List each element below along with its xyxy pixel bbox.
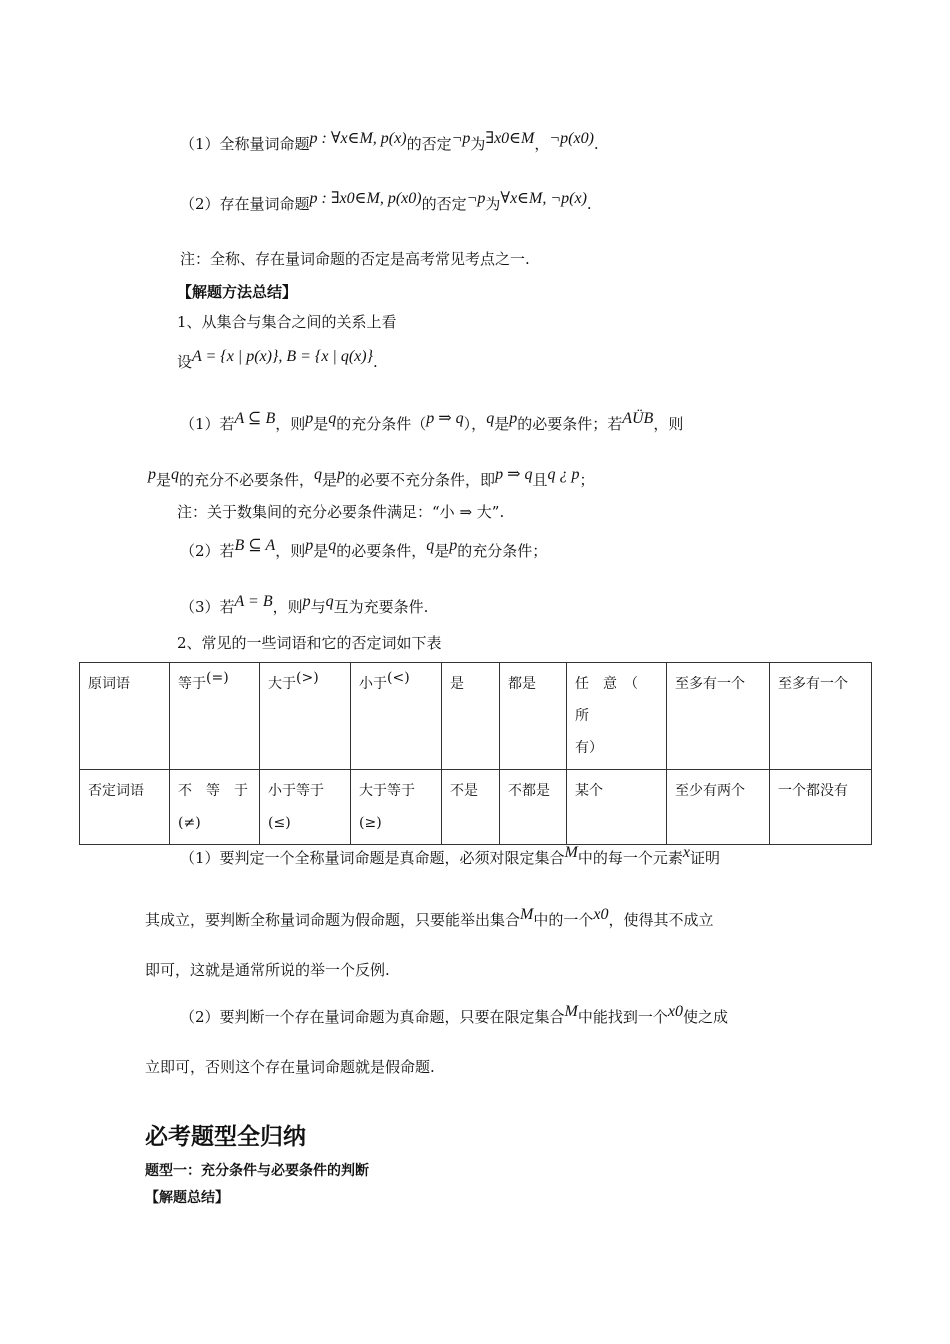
formula: p ⇒ q — [426, 410, 464, 427]
text: ； — [579, 471, 595, 489]
text: 设 — [177, 353, 193, 371]
formula: p — [305, 537, 314, 554]
formula: p — [449, 537, 458, 554]
table-cell: 至多有一个 — [770, 663, 872, 770]
note-line: 注：全称、存在量词命题的否定是高考常见考点之一. — [180, 250, 530, 268]
text: ，则 — [275, 415, 306, 433]
text: ，则 — [653, 415, 684, 433]
symbol: (≥) — [359, 815, 382, 831]
formula: M — [564, 1003, 578, 1020]
formula: p — [305, 410, 314, 427]
formula: p : ∀x∈M, p(x) — [309, 130, 407, 147]
text: （2）存在量词命题 — [180, 195, 310, 213]
text: 使之成 — [683, 1008, 729, 1026]
formula: A = {x | p(x)}, B = {x | q(x)} — [192, 348, 373, 365]
formula: p — [302, 593, 311, 610]
formula: ∀x∈M, ¬p(x) — [500, 190, 587, 207]
formula: p ⇒ q — [495, 466, 533, 483]
section-heading: 必考题型全归纳 — [145, 1124, 306, 1150]
negation-existential-line — [180, 190, 592, 215]
text: 为 — [485, 195, 501, 213]
table-cell — [260, 663, 351, 770]
text: 是 — [156, 471, 172, 489]
text: （1）若 — [180, 415, 235, 433]
condition-1-continued-line — [148, 466, 595, 491]
text: （2）若 — [180, 542, 235, 560]
table-cell — [170, 663, 260, 770]
section-1-title: 1、从集合与集合之间的关系上看 — [177, 313, 397, 331]
text: 中的一个 — [533, 911, 594, 929]
text: ）， — [463, 415, 487, 433]
text: 证明 — [690, 849, 721, 867]
question-type-title: 题型一：充分条件与必要条件的判断 — [145, 1163, 369, 1179]
text: 的充分条件（ — [336, 415, 427, 433]
negation-word-table — [79, 662, 872, 845]
table-cell — [351, 663, 442, 770]
text: ，则 — [275, 542, 306, 560]
formula: p : ∃x0∈M, p(x0) — [309, 190, 422, 207]
formula: q — [314, 466, 323, 483]
formula: AÜB — [622, 410, 654, 427]
formula: q — [426, 537, 435, 554]
symbol: (≤) — [268, 815, 291, 831]
formula: q — [325, 593, 334, 610]
text: 的必要条件；若 — [517, 415, 623, 433]
formula: M — [520, 906, 534, 923]
text: 的充分不必要条件， — [179, 471, 315, 489]
text: 是 — [313, 542, 329, 560]
formula: q — [486, 410, 495, 427]
text: （1）全称量词命题 — [180, 135, 310, 153]
symbol: (≠) — [178, 815, 201, 831]
paragraph-2-line-1 — [180, 1003, 729, 1028]
text: 的否定 — [421, 195, 467, 213]
table-cell — [170, 770, 260, 845]
formula: q — [171, 466, 180, 483]
text: ， — [534, 135, 550, 153]
method-summary-title: 【解题方法总结】 — [177, 283, 298, 301]
symbol: (<) — [387, 670, 410, 686]
formula: q — [328, 410, 337, 427]
table-cell: 一个都没有 — [770, 770, 872, 845]
paragraph-1-line-1 — [180, 844, 721, 869]
table-cell: 否定词语 — [80, 770, 170, 845]
text: 大于等于 — [359, 783, 415, 799]
table-row — [80, 770, 872, 845]
table-cell: 是 — [442, 663, 500, 770]
table-cell: 至多有一个 — [667, 663, 770, 770]
text: 其成立，要判断全称量词命题为假命题，只要能举出集合 — [145, 911, 521, 929]
formula: p — [337, 466, 346, 483]
table-cell: 原词语 — [80, 663, 170, 770]
text: 是 — [494, 415, 510, 433]
paragraph-1-line-3: 即可，这就是通常所说的举一个反例. — [145, 961, 390, 979]
negation-universal-line — [180, 130, 599, 155]
table-row — [80, 663, 872, 770]
text: 有） — [575, 740, 603, 756]
text: 为 — [470, 135, 486, 153]
table-cell: 都是 — [500, 663, 567, 770]
symbol: (=) — [206, 670, 229, 686]
text: . — [593, 135, 599, 153]
formula: p — [148, 466, 156, 483]
text: 是 — [313, 415, 329, 433]
table-cell — [260, 770, 351, 845]
formula: x0 — [667, 1003, 683, 1020]
paragraph-2-line-2: 立即可，否则这个存在量词命题就是假命题. — [145, 1058, 435, 1076]
table-cell: 至少有两个 — [667, 770, 770, 845]
formula: A ⊆ B — [234, 410, 276, 427]
table-cell: 不是 — [442, 770, 500, 845]
text: ，使得其不成立 — [608, 911, 714, 929]
text: 的必要条件， — [336, 542, 427, 560]
text: 的必要不充分条件，即 — [345, 471, 496, 489]
section-2-title: 2、常见的一些词语和它的否定词如下表 — [177, 634, 442, 652]
text: 等于 — [178, 676, 206, 692]
text: 与 — [310, 598, 326, 616]
text: 互为充要条件. — [333, 598, 429, 616]
text: . — [586, 195, 592, 213]
text: . — [372, 353, 378, 371]
formula: p — [509, 410, 518, 427]
text: 的否定 — [406, 135, 452, 153]
text: 且 — [532, 471, 548, 489]
formula: ¬p — [466, 190, 486, 207]
condition-1-line — [180, 410, 684, 435]
text: ，则 — [272, 598, 303, 616]
text: 是 — [322, 471, 338, 489]
formula: A = B — [234, 593, 273, 610]
text: 小于 — [359, 676, 387, 692]
text: （1）要判定一个全称量词命题是真命题，必须对限定集合 — [180, 849, 565, 867]
formula: B ⊆ A — [234, 537, 276, 554]
text: 不 等 于 — [178, 783, 248, 799]
symbol: (>) — [296, 670, 319, 686]
text: （2）要判断一个存在量词命题为真命题，只要在限定集合 — [180, 1008, 565, 1026]
formula: ¬p(x0) — [549, 130, 594, 147]
solution-summary-title: 【解题总结】 — [145, 1190, 229, 1206]
table-cell — [351, 770, 442, 845]
paragraph-1-line-2 — [145, 906, 714, 931]
formula: M — [564, 844, 578, 861]
text: 的充分条件； — [457, 542, 548, 560]
formula: x — [682, 844, 690, 861]
text: （3）若 — [180, 598, 235, 616]
text: 中的每一个元素 — [577, 849, 683, 867]
formula: x0 — [593, 906, 609, 923]
text: 小于等于 — [268, 783, 324, 799]
condition-2-line — [180, 537, 548, 562]
text: 大于 — [268, 676, 296, 692]
formula: q ¿ p — [547, 466, 580, 483]
formula: ¬p — [451, 130, 471, 147]
text: 中能找到一个 — [577, 1008, 668, 1026]
table-cell — [567, 663, 667, 770]
text: 是 — [434, 542, 450, 560]
set-definition-line — [177, 348, 378, 373]
text: 任 意 （ 所 — [575, 676, 652, 724]
note-line: 注：关于数集间的充分必要条件满足：“小 ⇒ 大”. — [177, 503, 505, 521]
table-cell: 某个 — [567, 770, 667, 845]
formula: q — [328, 537, 337, 554]
condition-3-line — [180, 593, 429, 618]
table-cell: 不都是 — [500, 770, 567, 845]
formula: ∃x0∈M — [485, 130, 535, 147]
